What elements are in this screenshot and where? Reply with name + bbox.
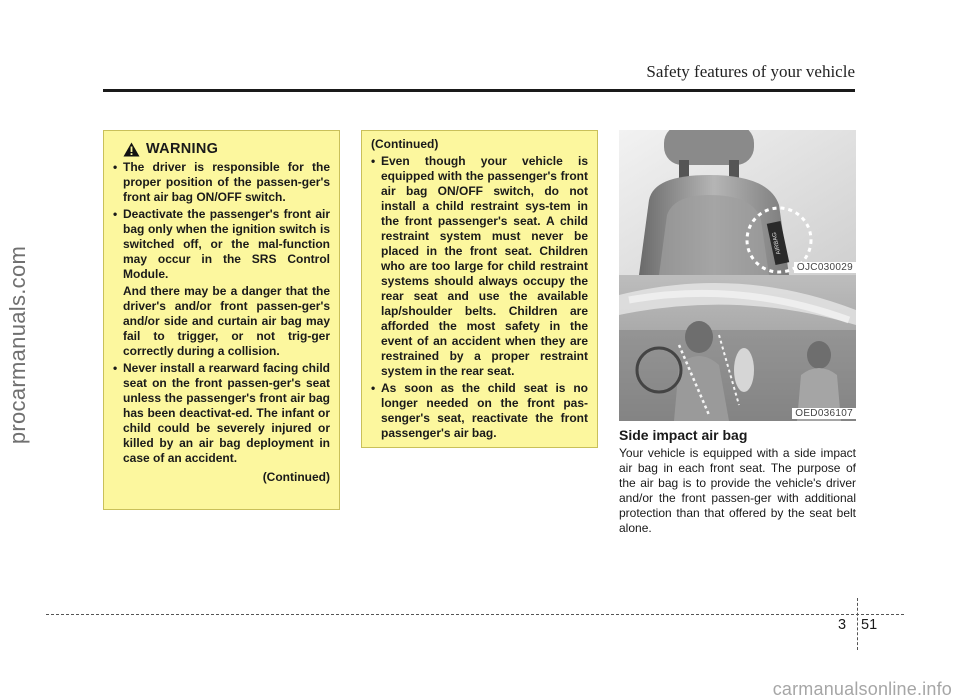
cabin-airbag-illustration <box>619 275 856 421</box>
warning-icon <box>123 142 140 157</box>
warning-bullet: • Deactivate the passenger's front air bag only when the ignition switch is switched off, or the mal-function may occur in the SRS Control Module. <box>113 207 330 281</box>
footer-rule <box>46 614 904 615</box>
continued-top-label: (Continued) <box>371 137 439 151</box>
chapter-number: 3 <box>838 617 847 633</box>
bottom-watermark-strip <box>0 679 960 700</box>
warning-bullet: • The driver is responsible for the proper position of the passen-ger's front air bag ON/OFF switch. <box>113 160 330 204</box>
page-number: 51 <box>861 617 878 633</box>
figure-code: OJC030029 <box>794 262 856 273</box>
section-body: Your vehicle is equipped with a side impact air bag in each front seat. The purpose of the air bag is to provide the vehicle's driver and/or the front passen-ger with additional protection than that offered by the seat belt alone. <box>619 446 856 535</box>
warning-box <box>103 130 340 510</box>
continued-bullet: • As soon as the child seat is no longer needed on the front pas-senger's seat, reactivate the front passenger's air bag. <box>371 381 588 440</box>
bottom-watermark: carmanualsonline.info <box>772 679 952 699</box>
warning-header <box>123 141 330 157</box>
continued-warning-box <box>361 130 598 448</box>
continued-bullet: • Even though your vehicle is equipped with the passenger's front air bag ON/OFF switch, do not install a child restraint sys-tem in the front passenger's seat. A child restraint system must never be placed in the front seat. Children who are too large for child restraint systems should always occupy the rear seat and use the available lap/shoulder belts. Children are afforded the most safety in the event of an accident when they are restrained by a proper restraint system in the rear seat. <box>371 154 588 378</box>
page-number-divider <box>857 598 858 650</box>
side-watermark: procarmanuals.com <box>5 245 30 445</box>
warning-paragraph: And there may be a danger that the driver's and/or front passen-ger's and/or side and curtain air bag may fail to trigger, or not trig-ger correctly during a collision. <box>123 284 330 358</box>
continued-label: (Continued) <box>262 470 330 484</box>
warning-bullet: • Never install a rearward facing child seat on the front passen-ger's seat unless the passenger's front air bag has been deactivat-ed. The infant or child could be severely injured or killed by an air bag deployment in case of an accident. <box>113 361 330 465</box>
seat-airbag-illustration <box>619 130 856 275</box>
seat-airbag-label: AIRBAG <box>771 231 783 255</box>
section-title: Side impact air bag <box>619 427 748 443</box>
header-rule <box>103 89 855 92</box>
warning-title: WARNING <box>146 141 219 157</box>
figure-code: OED036107 <box>792 408 856 419</box>
page-header-title: Safety features of your vehicle <box>646 62 855 81</box>
